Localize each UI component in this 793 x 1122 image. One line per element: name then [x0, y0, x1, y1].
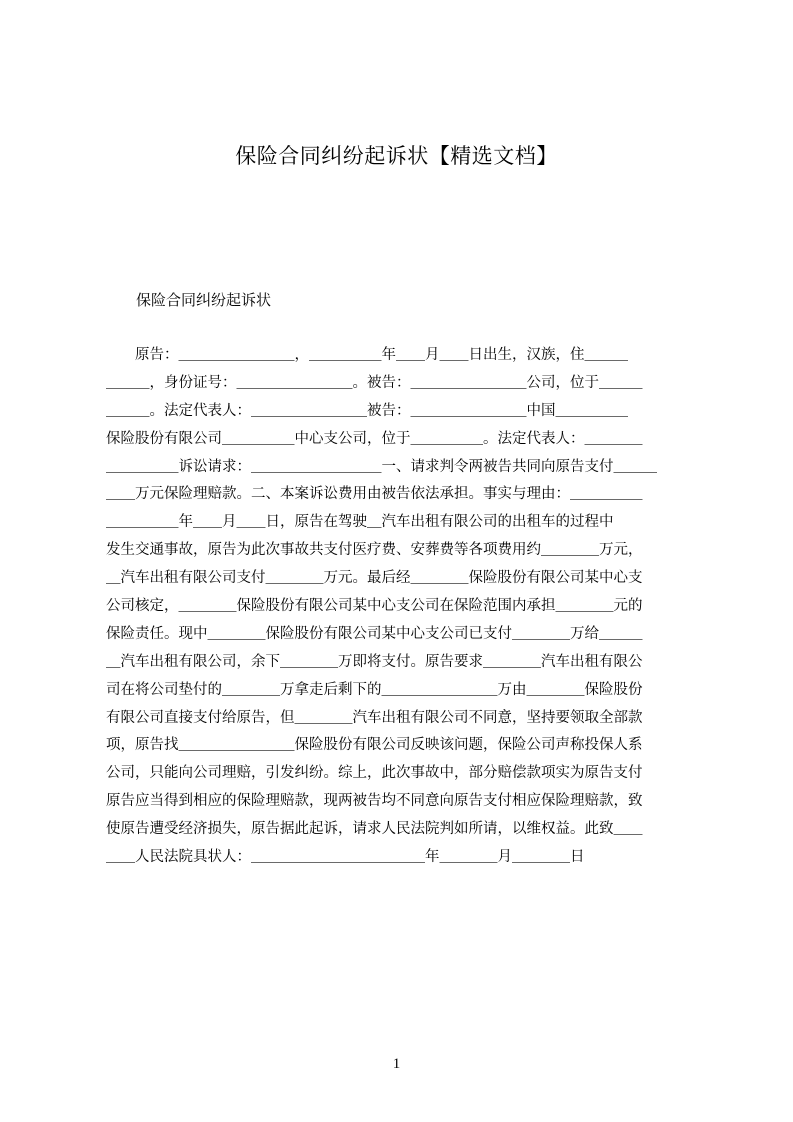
body-line: ＿＿万元保险理赔款。二、本案诉讼费用由被告依法承担。事实与理由：＿＿＿＿＿ — [106, 486, 643, 503]
complaint-body — [106, 342, 702, 872]
body-line: ＿汽车出租有限公司支付＿＿＿＿万元。最后经＿＿＿＿保险股份有限公司某中心支 — [106, 570, 643, 587]
body-line: ＿＿＿。法定代表人：＿＿＿＿＿＿＿＿被告：＿＿＿＿＿＿＿＿中国＿＿＿＿＿ — [106, 402, 628, 419]
page-number: 1 — [392, 1056, 401, 1072]
section-heading: 保险合同纠纷起诉状 — [136, 291, 272, 309]
document-title: 保险合同纠纷起诉状【精选文档】 — [235, 144, 558, 168]
body-line: ＿＿＿，身份证号：＿＿＿＿＿＿＿＿。被告：＿＿＿＿＿＿＿＿公司，位于＿＿＿ — [106, 374, 643, 391]
body-line: ＿＿人民法院具状人：＿＿＿＿＿＿＿＿＿＿＿＿年＿＿＿＿月＿＿＿＿日 — [106, 849, 585, 866]
body-line: 司在将公司垫付的＿＿＿＿万拿走后剩下的＿＿＿＿＿＿＿＿万由＿＿＿＿保险股份 — [106, 681, 643, 698]
body-line: 发生交通事故，原告为此次事故共支付医疗费、安葬费等各项费用约＿＿＿＿万元， — [106, 542, 643, 559]
body-line: 有限公司直接支付给原告，但＿＿＿＿汽车出租有限公司不同意，坚持要领取全部款 — [106, 709, 643, 726]
body-line: 项，原告找＿＿＿＿＿＿＿＿保险股份有限公司反映该问题，保险公司声称投保人系 — [106, 737, 643, 754]
body-line: 保险股份有限公司＿＿＿＿＿中心支公司，位于＿＿＿＿＿。法定代表人：＿＿＿＿ — [106, 430, 643, 447]
body-line: 公司，只能向公司理赔，引发纠纷。综上，此次事故中，部分赔偿款项实为原告支付 — [106, 765, 643, 782]
body-line: 使原告遭受经济损失，原告据此起诉，请求人民法院判如所请，以维权益。此致＿＿ — [106, 821, 643, 838]
body-line: ＿＿＿＿＿诉讼请求：＿＿＿＿＿＿＿＿＿一、请求判令两被告共同向原告支付＿＿＿ — [106, 458, 657, 475]
body-line: ＿汽车出租有限公司，余下＿＿＿＿万即将支付。原告要求＿＿＿＿汽车出租有限公 — [106, 653, 643, 670]
body-line: ＿＿＿＿＿年＿＿月＿＿日，原告在驾驶＿汽车出租有限公司的出租车的过程中 — [106, 514, 614, 531]
body-line: 保险责任。现中＿＿＿＿保险股份有限公司某中心支公司已支付＿＿＿＿万给＿＿＿ — [106, 625, 643, 642]
body-line: 原告：＿＿＿＿＿＿＿＿，＿＿＿＿＿年＿＿月＿＿日出生，汉族，住＿＿＿ — [106, 347, 628, 363]
body-line: 原告应当得到相应的保险理赔款，现两被告均不同意向原告支付相应保险理赔款，致 — [106, 793, 643, 810]
body-line: 公司核定，＿＿＿＿保险股份有限公司某中心支公司在保险范围内承担＿＿＿＿元的 — [106, 598, 643, 615]
